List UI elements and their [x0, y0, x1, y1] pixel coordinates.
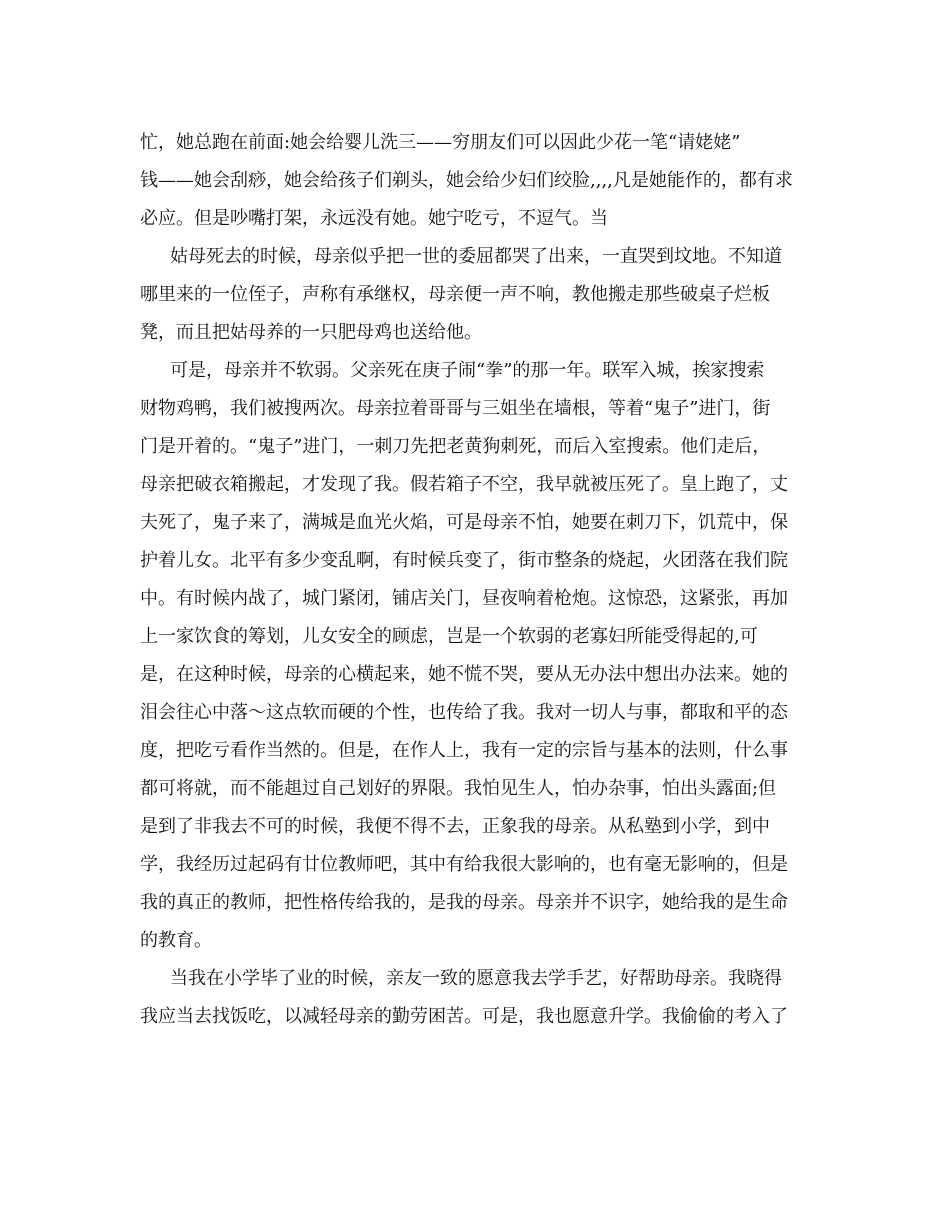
text-line: 我应当去找饭吃，以减轻母亲的勤劳困苦。可是，我也愿意升学。我偷偷的考入了: [140, 1006, 788, 1027]
text-line: 都可将就，而不能趄过自己划好的界限。我怕见生人，怕办杂事，怕出头露面;但: [140, 778, 777, 799]
text-line: 钱——她会刮痧，她会给孩子们剃头，她会给少妇们绞脸,,,,凡是她能作的，都有求: [140, 170, 793, 191]
text-line: 财物鸡鸭，我们被搜两次。母亲拉着哥哥与三姐坐在墙根，等着“鬼子”进门，街: [140, 398, 771, 419]
text-line: 中。有时候内战了，城门紧闭，铺店关门，昼夜响着枪炮。这惊恐，这紧张，再加: [140, 588, 788, 609]
text-line: 母亲把破衣箱搬起，才发现了我。假若箱子不空，我早就被压死了。皇上跑了，丈: [140, 474, 788, 495]
text-line: 忙，她总跑在前面:她会给婴儿洗三——穷朋友们可以因此少花一笔“请姥姥”: [140, 132, 741, 153]
text-line: 姑母死去的时候，母亲似乎把一世的委屈都哭了出来，一直哭到坟地。不知道: [170, 246, 782, 267]
text-line: 的教育。: [140, 930, 212, 951]
text-line: 上一家饮食的筹划，儿女安全的顾虑，岂是一个软弱的老寡妇所能受得起的,可: [140, 626, 758, 647]
text-line: 泪会往心中落～这点软而硬的个性，也传给了我。我对一切人与事，都取和平的态: [140, 702, 788, 723]
text-line: 是，在这种时候，母亲的心横起来，她不慌不哭，要从无办法中想出办法来。她的: [140, 664, 788, 685]
text-line: 当我在小学毕了业的时候，亲友一致的愿意我去学手艺，好帮助母亲。我晓得: [170, 968, 782, 989]
text-line: 学，我经历过起码有廿位教师吧，其中有给我很大影响的，也有毫无影响的，但是: [140, 854, 788, 875]
document-body: [140, 124, 820, 1036]
text-line: 凳，而且把姑母养的一只肥母鸡也送给他。: [140, 322, 482, 343]
text-line: 我的真正的教师，把性格传给我的，是我的母亲。母亲并不识字，她给我的是生命: [140, 892, 788, 913]
text-line: 必应。但是吵嘴打架，永远没有她。她宁吃亏，不逗气。当: [140, 208, 608, 229]
text-line: 度，把吃亏看作当然的。但是，在作人上，我有一定的宗旨与基本的法则，什么事: [140, 740, 788, 761]
text-line: 门是开着的。“鬼子”进门，一刺刀先把老黄狗刺死，而后入室搜索。他们走后，: [140, 436, 771, 457]
text-line: 哪里来的一位侄子，声称有承继权，母亲便一声不响，教他搬走那些破桌子烂板: [140, 284, 770, 305]
text-line: 是到了非我去不可的时候，我便不得不去，正象我的母亲。从私塾到小学，到中: [140, 816, 770, 837]
text-line: 可是，母亲并不软弱。父亲死在庚子闹“拳”的那一年。联军入城，挨家搜索: [170, 360, 765, 381]
text-line: 护着儿女。北平有多少变乱啊，有时候兵变了，街市整条的烧起，火团落在我们院: [140, 550, 788, 571]
text-line: 夫死了，鬼子来了，满城是血光火焰，可是母亲不怕，她要在刺刀下，饥荒中，保: [140, 512, 788, 533]
